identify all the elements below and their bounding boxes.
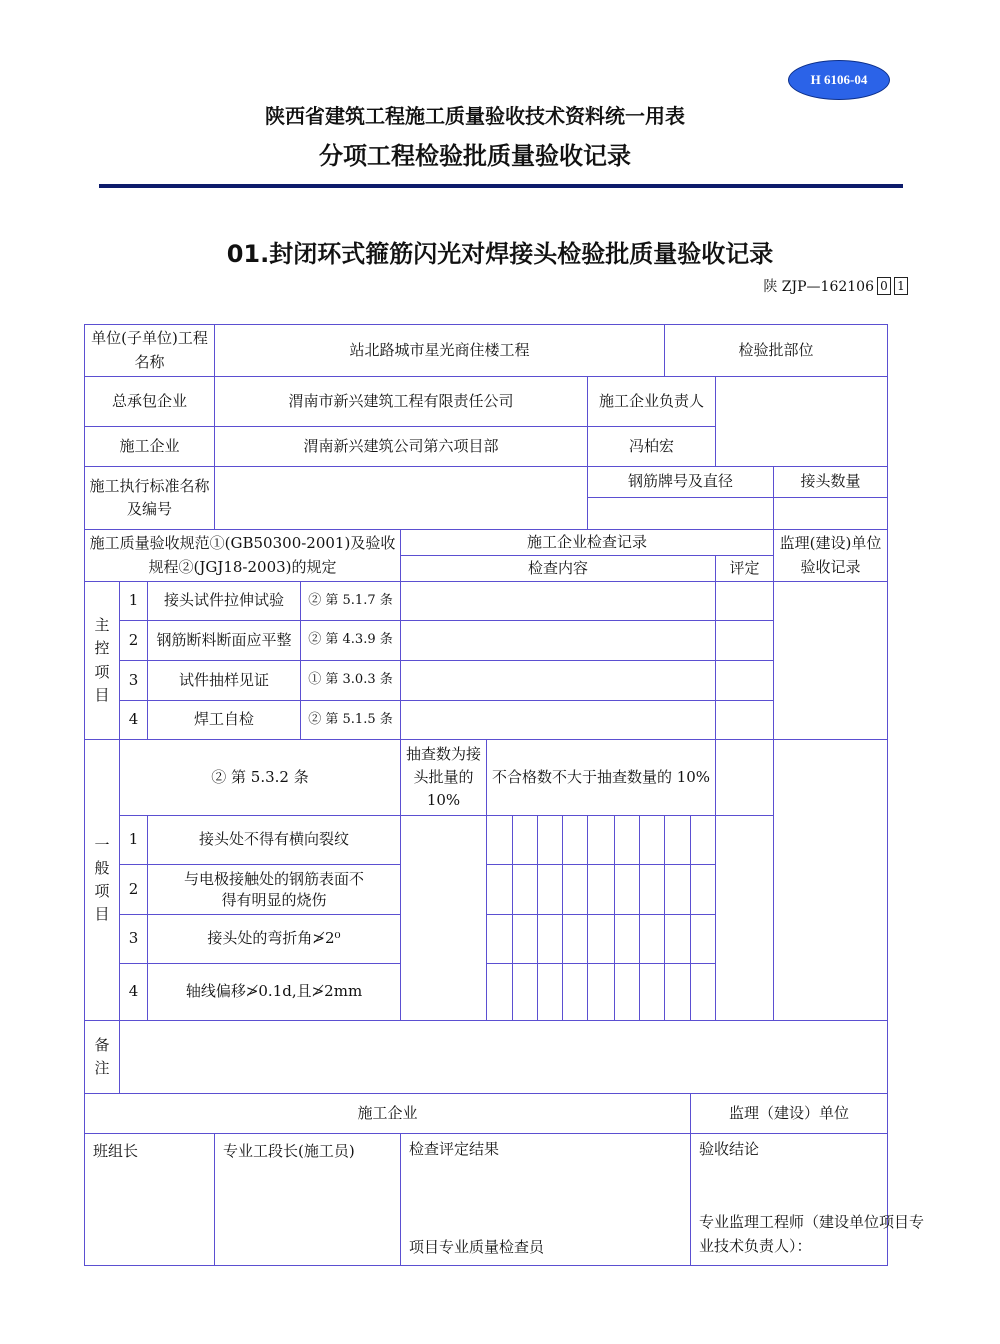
engineer-label: 专业监理工程师（建设单位项目专业技术负责人）： xyxy=(699,1212,925,1256)
conclusion-label: 验收结论 xyxy=(699,1140,760,1158)
unit-label: 单位(子单位)工程名称 xyxy=(85,325,215,377)
tally-cell xyxy=(640,964,665,1021)
tally-cell xyxy=(588,865,615,915)
item-name: 试件抽样见证 xyxy=(148,661,301,701)
tally-cell xyxy=(665,816,691,865)
tally-cell xyxy=(487,816,513,865)
general-sample-cell xyxy=(401,816,487,1021)
team-leader-cell xyxy=(85,1134,215,1266)
item-no: 1 xyxy=(120,816,148,865)
tally-cell xyxy=(563,915,588,964)
rating-header: 评定 xyxy=(716,556,774,582)
section-chief-label: 专业工段长(施工员) xyxy=(223,1142,355,1160)
tally-cell xyxy=(513,865,538,915)
eval-result-cell xyxy=(401,1134,691,1266)
tally-cell xyxy=(487,964,513,1021)
item-content xyxy=(401,582,716,621)
form-code-box: 1 xyxy=(894,277,908,295)
tally-cell xyxy=(538,915,563,964)
lead-value xyxy=(716,377,888,467)
tally-cell xyxy=(665,915,691,964)
tally-cell xyxy=(665,964,691,1021)
header-divider xyxy=(99,184,903,188)
tally-cell xyxy=(538,816,563,865)
joint-count-value xyxy=(774,498,888,530)
tally-cell xyxy=(588,915,615,964)
team-leader-label: 班组长 xyxy=(93,1142,139,1160)
item-content xyxy=(401,701,716,740)
main-control-label: 主控项目 xyxy=(85,582,120,740)
tally-cell xyxy=(513,816,538,865)
tally-cell xyxy=(640,865,665,915)
item-no: 1 xyxy=(120,582,148,621)
check-record-header: 施工企业检查记录 xyxy=(401,530,774,556)
item-no: 3 xyxy=(120,661,148,701)
tally-cell xyxy=(513,915,538,964)
joint-count-label: 接头数量 xyxy=(774,467,888,498)
item-content xyxy=(401,661,716,701)
item-name: 钢筋断料断面应平整 xyxy=(148,621,301,661)
general-rating xyxy=(716,740,774,816)
item-content xyxy=(401,621,716,661)
item-rating xyxy=(716,621,774,661)
general-sample: 抽查数为接头批量的10% xyxy=(401,740,487,816)
tally-cell xyxy=(563,865,588,915)
item-name: 接头处不得有横向裂纹 xyxy=(148,816,401,865)
item-name: 轴线偏移≯0.1d,且≯2mm xyxy=(148,964,401,1021)
tally-cell xyxy=(615,964,640,1021)
general-label: 一般项目 xyxy=(85,740,120,1021)
main-supervisor-record xyxy=(774,582,888,740)
item-rating xyxy=(716,661,774,701)
item-ref: ② 第 4.3.9 条 xyxy=(301,621,401,661)
tally-cell xyxy=(691,915,716,964)
item-ref: ① 第 3.0.3 条 xyxy=(301,661,401,701)
unit-value: 站北路城市星光商住楼工程 xyxy=(215,325,665,377)
tally-cell xyxy=(691,964,716,1021)
check-content-header: 检查内容 xyxy=(401,556,716,582)
item-name: 焊工自检 xyxy=(148,701,301,740)
item-no: 2 xyxy=(120,865,148,915)
item-rating xyxy=(716,701,774,740)
tally-cell xyxy=(691,865,716,915)
item-ref: ② 第 5.1.7 条 xyxy=(301,582,401,621)
general-clause: ② 第 5.3.2 条 xyxy=(120,740,401,816)
item-rating xyxy=(716,582,774,621)
general-supervisor-record xyxy=(774,740,888,1021)
lead-label: 施工企业负责人 xyxy=(588,377,716,427)
inspector-label: 项目专业质量检查员 xyxy=(409,1237,545,1256)
tally-cell xyxy=(513,964,538,1021)
item-no: 3 xyxy=(120,915,148,964)
tally-cell xyxy=(691,816,716,865)
rebar-value xyxy=(588,498,774,530)
tally-cell xyxy=(615,865,640,915)
tally-cell xyxy=(640,915,665,964)
item-ref: ② 第 5.1.5 条 xyxy=(301,701,401,740)
item-name: 与电极接触处的钢筋表面不得有明显的烧伤 xyxy=(148,865,401,915)
general-rating-cell xyxy=(716,816,774,1021)
spec-label: 施工质量验收规范①(GB50300-2001)及验收规程②(JGJ18-2003)的规定 xyxy=(85,530,401,582)
section-chief-cell xyxy=(215,1134,401,1266)
item-no: 4 xyxy=(120,701,148,740)
contractor-value: 渭南市新兴建筑工程有限责任公司 xyxy=(215,377,588,427)
form-code-prefix: 陕 ZJP—162106 xyxy=(763,279,874,295)
form-number-badge: H 6106-04 xyxy=(788,60,890,100)
supervisor-header: 监理(建设)单位验收记录 xyxy=(774,530,888,582)
tally-cell xyxy=(640,816,665,865)
item-name: 接头处的弯折角≯2⁰ xyxy=(148,915,401,964)
signoff-supervisor-label: 监理（建设）单位 xyxy=(691,1094,888,1134)
general-fail-rule: 不合格数不大于抽查数量的 10% xyxy=(487,740,716,816)
standard-value xyxy=(215,467,588,530)
header-title: 陕西省建筑工程施工质量验收技术资料统一用表 xyxy=(265,104,685,128)
builder-person: 冯柏宏 xyxy=(588,427,716,467)
batch-part-label: 检验批部位 xyxy=(665,325,888,377)
eval-result-label: 检查评定结果 xyxy=(409,1140,500,1158)
item-no: 2 xyxy=(120,621,148,661)
header-subtitle: 分项工程检验批质量验收记录 xyxy=(319,142,631,170)
remarks-value xyxy=(120,1021,888,1094)
item-name: 接头试件拉伸试验 xyxy=(148,582,301,621)
form-code-box: 0 xyxy=(877,277,891,295)
tally-cell xyxy=(563,964,588,1021)
item-no: 4 xyxy=(120,964,148,1021)
signoff-builder-label: 施工企业 xyxy=(85,1094,691,1134)
tally-cell xyxy=(487,865,513,915)
tally-cell xyxy=(665,865,691,915)
tally-cell xyxy=(538,865,563,915)
standard-label: 施工执行标准名称及编号 xyxy=(85,467,215,530)
tally-cell xyxy=(615,915,640,964)
remarks-label: 备注 xyxy=(85,1021,120,1094)
rebar-label: 钢筋牌号及直径 xyxy=(588,467,774,498)
form-title: 01.封闭环式箍筋闪光对焊接头检验批质量验收记录 xyxy=(226,240,774,268)
builder-value: 渭南新兴建筑公司第六项目部 xyxy=(215,427,588,467)
tally-cell xyxy=(538,964,563,1021)
tally-cell xyxy=(563,816,588,865)
form-code xyxy=(763,276,908,296)
tally-cell xyxy=(588,964,615,1021)
conclusion-cell xyxy=(691,1134,925,1266)
contractor-label: 总承包企业 xyxy=(85,377,215,427)
inspection-table xyxy=(84,324,925,1266)
tally-cell xyxy=(615,816,640,865)
tally-cell xyxy=(588,816,615,865)
builder-label: 施工企业 xyxy=(85,427,215,467)
tally-cell xyxy=(487,915,513,964)
